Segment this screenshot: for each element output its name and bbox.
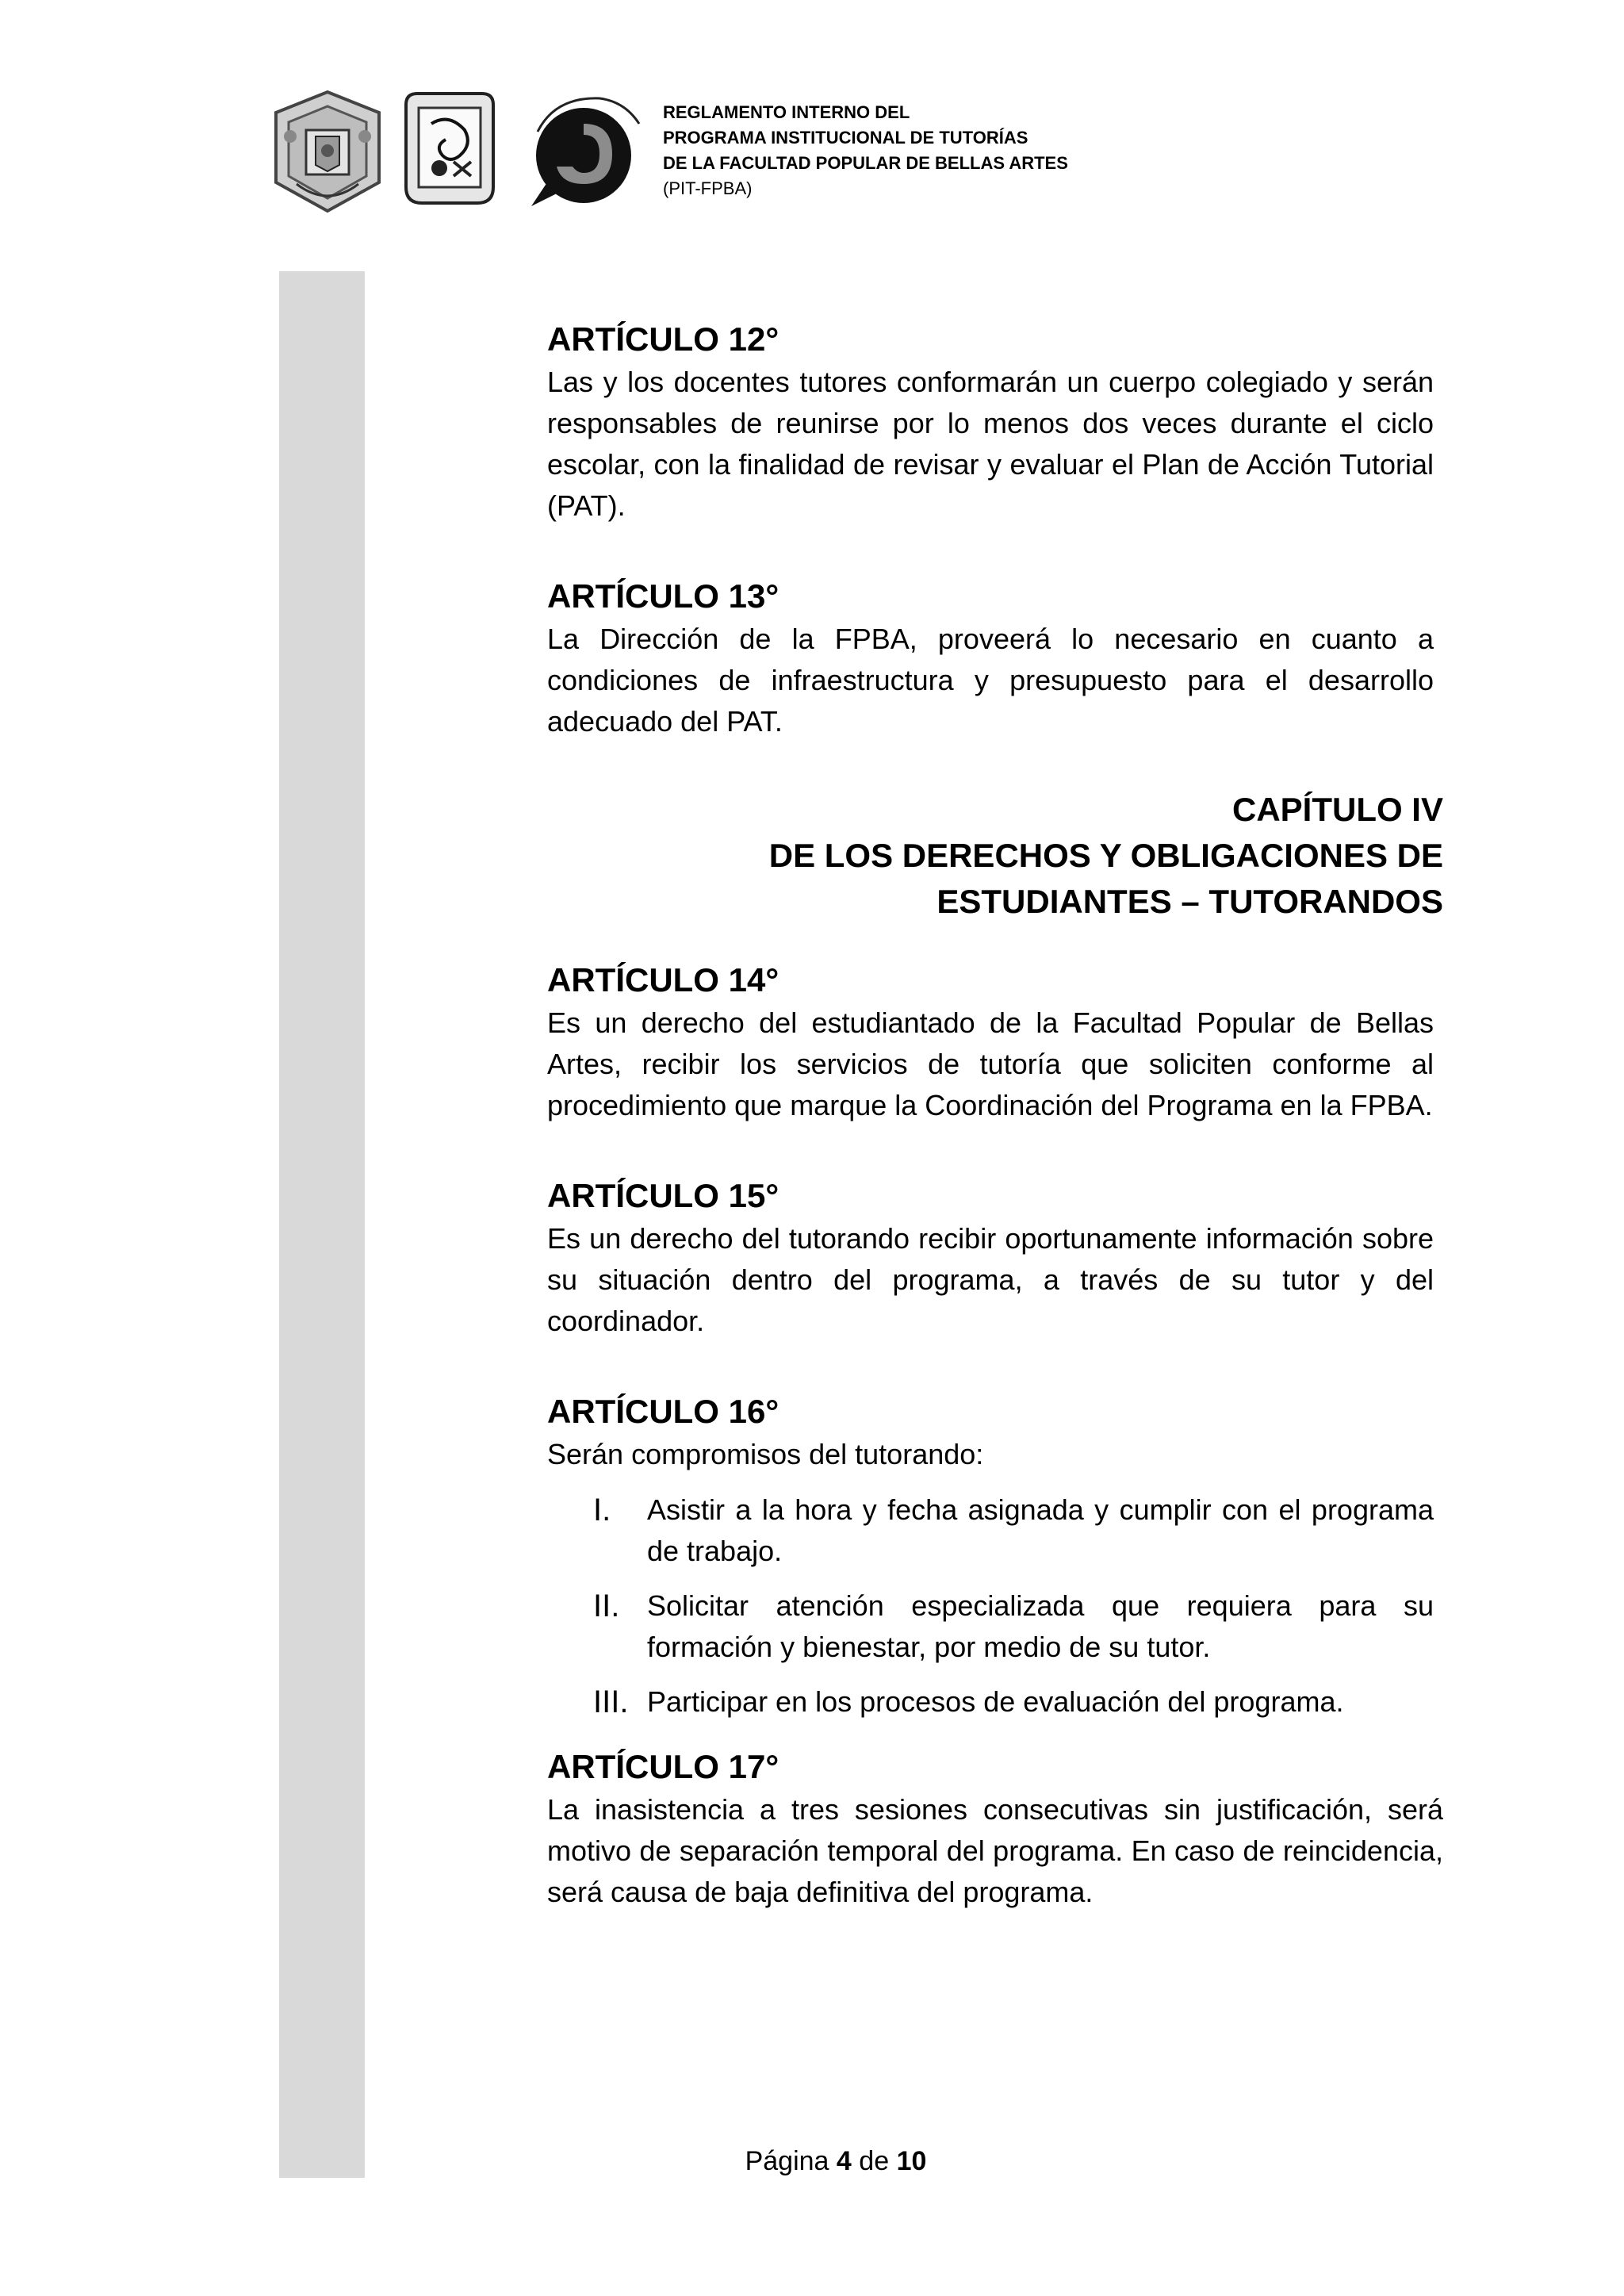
tutoring-coordination-logo-icon [523,89,644,213]
list-item [547,1489,1434,1572]
document-body [547,317,1443,1961]
chapter-line: CAPÍTULO IV [1231,791,1443,828]
page-footer [0,2146,1624,2177]
page-label: Página [745,2146,829,2176]
page-total: 10 [896,2146,927,2176]
header-line: (PIT-FPBA) [663,178,753,198]
header-title [663,100,1218,201]
article-17 [547,1745,1443,1913]
list-number: I. [593,1493,611,1527]
list-item [547,1681,1434,1723]
article-12 [547,317,1434,527]
header-line: DE LA FACULTAD POPULAR DE BELLAS ARTES [663,153,1068,173]
article-title: ARTÍCULO 15° [547,1177,779,1214]
chapter-heading [547,787,1443,925]
article-title: ARTÍCULO 13° [547,577,779,615]
list-item [547,1585,1434,1668]
faculty-seal-icon [401,89,498,208]
article-text: Serán compromisos del tutorando: [547,1438,984,1470]
article-text: La inasistencia a tres sesiones consecutivas sin justificación, será motivo de separación temporal del programa. En caso de reincidencia, será causa de baja definitiva del programa. [547,1793,1443,1908]
chapter-line: ESTUDIANTES – TUTORANDOS [936,883,1443,920]
list-item-text: Solicitar atención especializada que requiera para su formación y bienestar, por medio de su tutor. [647,1589,1434,1663]
article-13 [547,574,1434,742]
page-of-label: de [859,2146,890,2176]
article-15 [547,1174,1434,1342]
header-line: REGLAMENTO INTERNO DEL [663,102,910,122]
article-title: ARTÍCULO 17° [547,1748,779,1785]
commitments-list [547,1489,1434,1723]
article-text: Las y los docentes tutores conformarán un cuerpo colegiado y serán responsables de reunirse por lo menos dos veces durante el ciclo escolar, con la finalidad de revisar y evaluar el Plan de Acción Tutorial (PAT). [547,366,1434,522]
list-item-text: Participar en los procesos de evaluación del programa. [647,1685,1344,1718]
article-text: La Dirección de la FPBA, proveerá lo necesario en cuanto a condiciones de infraestructura y presupuesto para el desarrollo adecuado del PAT. [547,623,1434,738]
page-number: 4 [836,2146,852,2176]
university-seal-icon [268,89,387,214]
article-text: Es un derecho del estudiantado de la Facultad Popular de Bellas Artes, recibir los servicios de tutoría que soliciten conforme al procedimiento que marque la Coordinación del Programa en la FPBA. [547,1006,1434,1121]
margin-bar [279,271,365,2178]
list-item-text: Asistir a la hora y fecha asignada y cumplir con el programa de trabajo. [647,1493,1434,1567]
chapter-line: DE LOS DERECHOS Y OBLIGACIONES DE [768,837,1443,874]
article-title: ARTÍCULO 14° [547,961,779,999]
article-text: Es un derecho del tutorando recibir oportunamente información sobre su situación dentro del programa, a través de su tutor y del coordinador. [547,1222,1434,1337]
article-14 [547,958,1434,1126]
article-16 [547,1389,1434,1723]
header-line: PROGRAMA INSTITUCIONAL DE TUTORÍAS [663,128,1028,148]
article-title: ARTÍCULO 16° [547,1393,779,1430]
article-title: ARTÍCULO 12° [547,320,779,358]
list-number: III. [593,1685,629,1719]
list-number: II. [593,1589,620,1623]
